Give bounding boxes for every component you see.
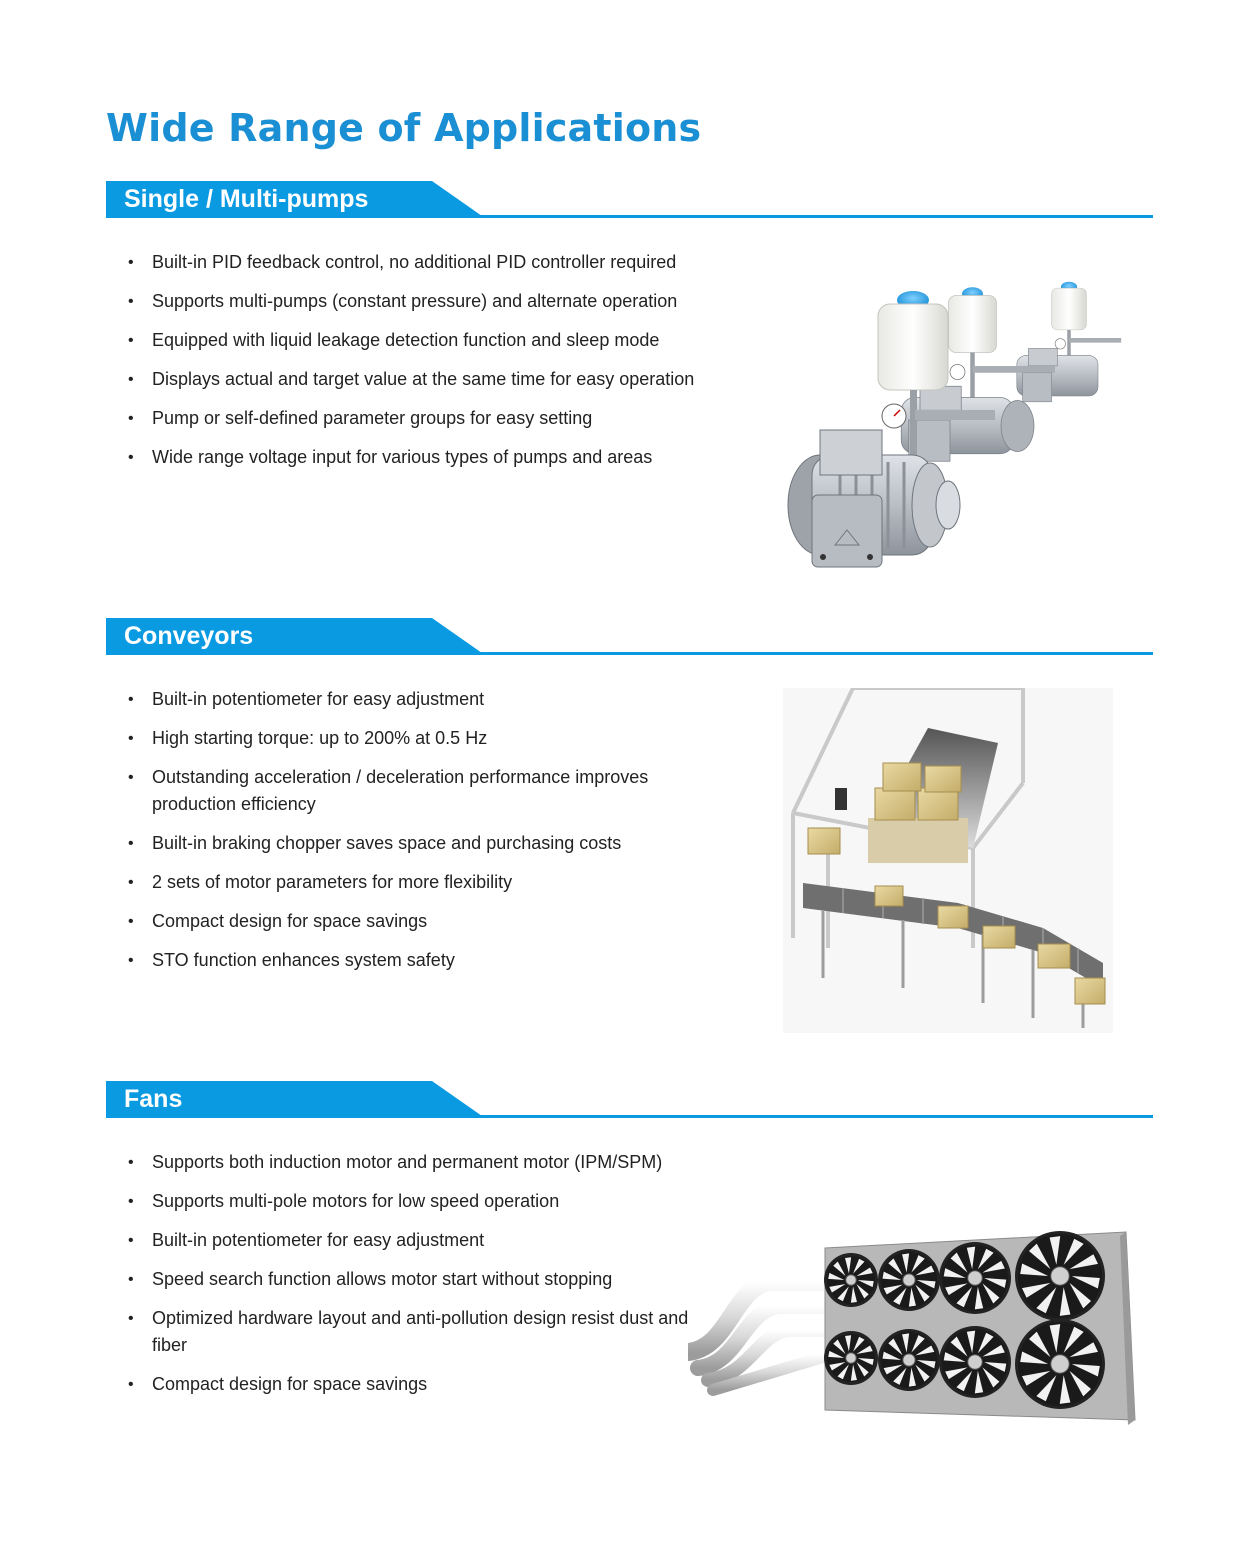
list-item: • Optimized hardware layout and anti-pollution design resist dust and fiber xyxy=(126,1305,706,1359)
section-title-fans: Fans xyxy=(124,1085,183,1113)
list-item: • Compact design for space savings xyxy=(126,1371,706,1398)
list-item: • Equipped with liquid leakage detection function and sleep mode xyxy=(126,327,706,354)
list-item: • High starting torque: up to 200% at 0.5 Hz xyxy=(126,725,706,752)
fan-icon xyxy=(1015,1231,1105,1321)
list-item: • Supports multi-pumps (constant pressure) and alternate operation xyxy=(126,288,706,315)
section-title-pumps: Single / Multi-pumps xyxy=(124,185,369,213)
conveyor-illustration xyxy=(783,688,1113,1033)
list-item: • Outstanding acceleration / deceleration performance improves production efficiency xyxy=(126,764,706,818)
list-item: • Built-in PID feedback control, no additional PID controller required xyxy=(126,249,706,276)
list-item: • Supports both induction motor and permanent motor (IPM/SPM) xyxy=(126,1149,706,1176)
list-item: • 2 sets of motor parameters for more flexibility xyxy=(126,869,706,896)
fan-icon xyxy=(878,1249,940,1311)
fan-icon xyxy=(1015,1319,1105,1409)
feature-list-fans xyxy=(126,1149,706,1410)
feature-list-pumps xyxy=(126,249,706,483)
fan-icon xyxy=(939,1242,1011,1314)
list-item: • Built-in potentiometer for easy adjustment xyxy=(126,686,706,713)
list-item: • Speed search function allows motor start without stopping xyxy=(126,1266,706,1293)
section-header-pumps xyxy=(106,181,1153,219)
list-item: • STO function enhances system safety xyxy=(126,947,706,974)
feature-list-conveyors xyxy=(126,686,706,986)
fan-icon xyxy=(824,1331,878,1385)
fan-icon xyxy=(878,1329,940,1391)
list-item: • Built-in braking chopper saves space and purchasing costs xyxy=(126,830,706,857)
page-title: Wide Range of Applications xyxy=(106,106,702,150)
list-item: • Built-in potentiometer for easy adjustment xyxy=(126,1227,706,1254)
section-title-conveyors: Conveyors xyxy=(124,622,254,650)
list-item: • Compact design for space savings xyxy=(126,908,706,935)
section-header-conveyors xyxy=(106,618,1153,656)
list-item: • Pump or self-defined parameter groups for easy setting xyxy=(126,405,706,432)
fan-array-illustration xyxy=(688,1230,1138,1440)
fan-icon xyxy=(939,1326,1011,1398)
list-item: • Supports multi-pole motors for low speed operation xyxy=(126,1188,706,1215)
section-header-fans xyxy=(106,1081,1153,1119)
fan-icon xyxy=(824,1253,878,1307)
list-item: • Displays actual and target value at the same time for easy operation xyxy=(126,366,706,393)
list-item: • Wide range voltage input for various types of pumps and areas xyxy=(126,444,706,471)
pump-illustration xyxy=(770,280,1150,580)
